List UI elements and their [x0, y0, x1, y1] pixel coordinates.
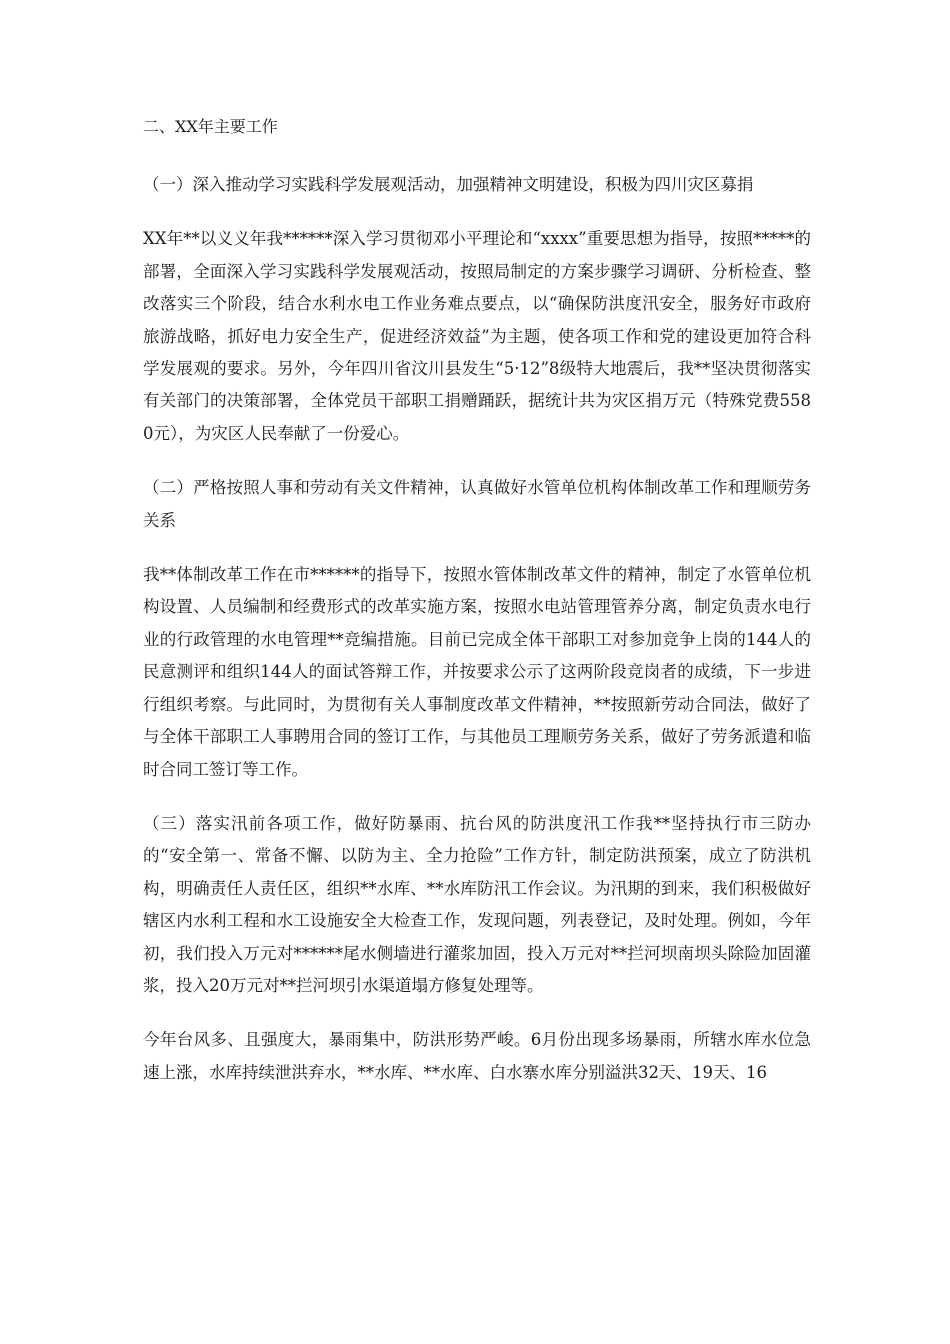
paragraph-1-body: XX年**以义义年我******深入学习贯彻邓小平理论和“xxxx”重要思想为指导，按照*****的部署，全面深入学习实践科学发展观活动，按照局制定的方案步骤学习调研、分析检查、整改落实三个阶段，结合水利水电工作业务难点要点，以“确保防洪度汛安全，服务好市政府旅游战略，抓好电力安全生产，促进经济效益”为主题，使各项工作和党的建设更加符合科学发展观的要求。另外，今年四川省汶川县发生“5·12”8级特大地震后，我**坚决贯彻落实有关部门的决策部署，全体党员干部职工捐赠踊跃，据统计共为灾区捐万元（特殊党费5580元），为灾区人民奉献了一份爱心。 [143, 229, 811, 443]
paragraph-4-body: 今年台风多、且强度大，暴雨集中，防洪形势严峻。6月份出现多场暴雨，所辖水库水位急速上涨，水库持续泄洪弃水，**水库、**水库、白水寨水库分别溢洪32天、19天、16 [143, 1030, 811, 1082]
paragraph-3-body: （三）落实汛前各项工作，做好防暴雨、抗台风的防洪度汛工作我**坚持执行市三防办的“安全第一、常备不懈、以防为主、全力抢险”工作方针，制定防洪预案，成立了防洪机构，明确责任人责任区，组织**水库、**水库防汛工作会议。为汛期的到来，我们积极做好辖区内水利工程和水工设施安全大检查工作，发现问题，列表登记，及时处理。例如，今年初，我们投入万元对******尾水侧墙进行灌浆加固，投入万元对**拦河坝南坝头除险加固灌浆，投入20万元对**拦河坝引水渠道塌方修复处理等。 [143, 813, 811, 995]
section-title: 二、XX年主要工作 [143, 117, 278, 136]
paragraph-2-heading: （二）严格按照人事和劳动有关文件精神，认真做好水管单位机构体制改革工作和理顺劳务关系 [143, 478, 811, 530]
document-page [143, 112, 811, 1111]
paragraph-2-body: 我**体制改革工作在市******的指导下，按照水管体制改革文件的精神，制定了水管单位机构设置、人员编制和经费形式的改革实施方案，按照水电站管理管养分离，制定负责水电行业的行政管理的水电管理**竞编措施。目前已完成全体干部职工对参加竞争上岗的144人的民意测评和组织144人的面试答辩工作，并按要求公示了这两阶段竞岗者的成绩，下一步进行组织考察。与此同时，为贯彻有关人事制度改革文件精神，**按照新劳动合同法，做好了与全体干部职工人事聘用合同的签订工作，与其他员工理顺劳务关系，做好了劳务派遣和临时合同工签订等工作。 [143, 565, 811, 779]
paragraph-1-heading: （一）深入推动学习实践科学发展观活动，加强精神文明建设，积极为四川灾区募捐 [143, 175, 754, 194]
